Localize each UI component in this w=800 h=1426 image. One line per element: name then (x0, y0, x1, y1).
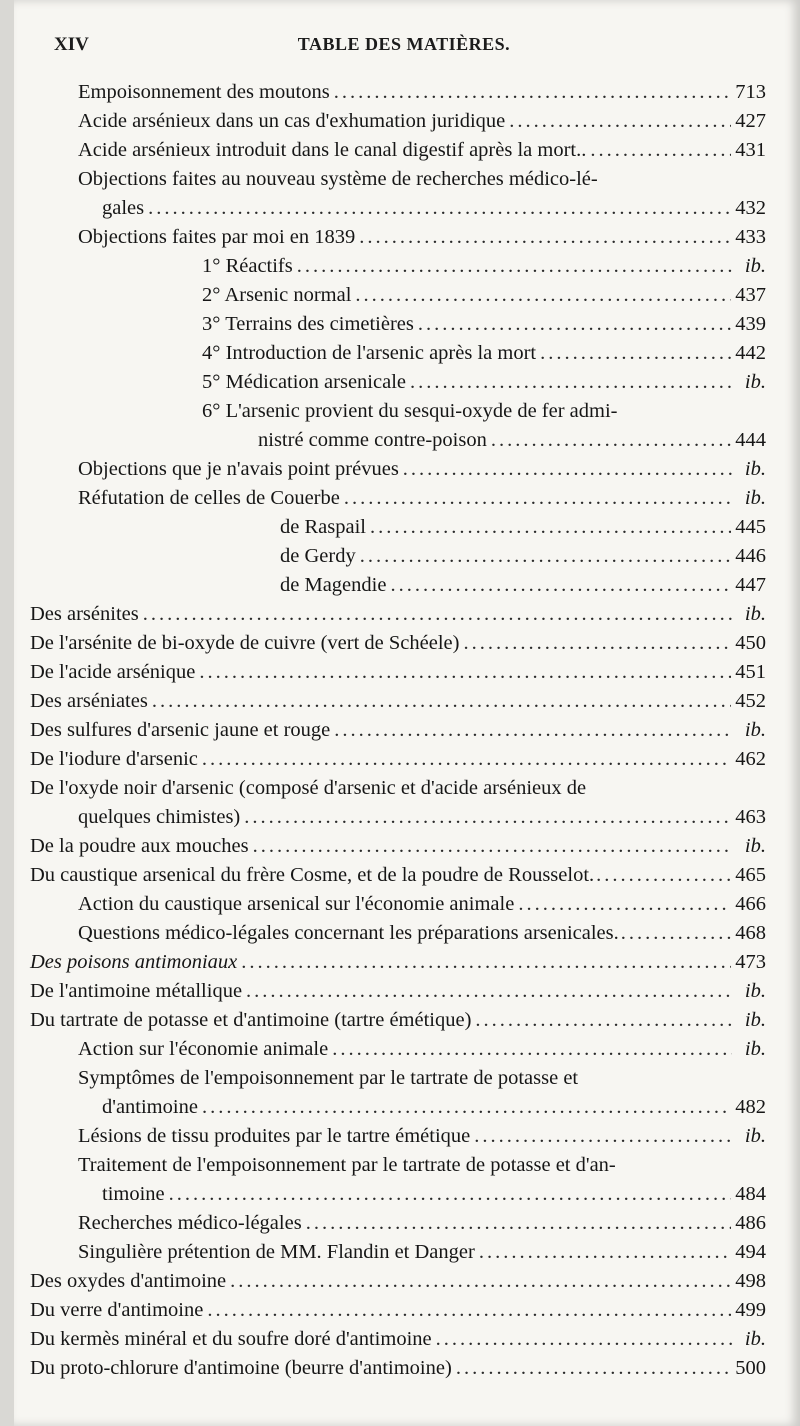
toc-entry-title: Des arséniates (30, 690, 148, 712)
toc-entry-title: De l'oxyde noir d'arsenic (composé d'arsenic et d'acide arsénieux de (30, 777, 587, 799)
toc-entry-page: 446 (735, 545, 766, 567)
toc-entry-page: ib. (744, 1125, 766, 1147)
toc-entry (54, 426, 766, 455)
toc-entry (54, 194, 766, 223)
toc-entry-title: Lésions de tissu produites par le tartre émétique (78, 1125, 471, 1147)
toc-entry-title: Du tartrate de potasse et d'antimoine (tartre émétique) (30, 1009, 472, 1031)
toc-entry-title: Des poisons antimoniaux (30, 951, 238, 973)
toc-entry (54, 252, 766, 281)
toc-entry (54, 165, 766, 194)
toc-entry (30, 629, 766, 658)
dot-leader (509, 107, 731, 136)
toc-entry (54, 803, 766, 832)
toc-entry (54, 281, 766, 310)
dot-leader (297, 252, 732, 281)
toc-entry-title: 2° Arsenic normal (202, 284, 352, 306)
toc-entry-page: 445 (735, 516, 766, 538)
dot-leader (241, 948, 731, 977)
toc-entry-page: 447 (735, 574, 766, 596)
dot-leader (590, 136, 731, 165)
toc-entry-title: Du proto-chlorure d'antimoine (beurre d'antimoine) (30, 1357, 452, 1379)
dot-leader (148, 194, 731, 223)
toc-entry-page: 473 (735, 951, 766, 973)
toc-entry (54, 571, 766, 600)
toc-entry-page: 484 (735, 1183, 766, 1205)
toc-entry-page: 494 (735, 1241, 766, 1263)
toc-entry (30, 600, 766, 629)
toc-entry-page: 452 (735, 690, 766, 712)
toc-entry (54, 513, 766, 542)
toc-entry (54, 484, 766, 513)
dot-leader (491, 426, 731, 455)
dot-leader (244, 803, 731, 832)
toc-entry (30, 1325, 766, 1354)
toc-entry (54, 223, 766, 252)
page-folio: XIV (54, 34, 89, 55)
toc-entry-title: Acide arsénieux dans un cas d'exhumation juridique (78, 110, 506, 132)
toc-entry-page: 427 (735, 110, 766, 132)
toc-entry-page: 463 (735, 806, 766, 828)
toc-entry-title: d'antimoine (102, 1096, 198, 1118)
toc-entry-title: 5° Médication arsenicale (202, 371, 406, 393)
toc-entry (54, 339, 766, 368)
toc-entry-page: ib. (744, 719, 766, 741)
dot-leader (230, 1267, 731, 1296)
toc-entry (54, 542, 766, 571)
dot-leader (253, 832, 732, 861)
toc-entry-page: 442 (735, 342, 766, 364)
toc-entry-title: Singulière prétention de MM. Flandin et Danger (78, 1241, 475, 1263)
dot-leader (475, 1006, 732, 1035)
toc-entry-title: De l'antimoine métallique (30, 980, 243, 1002)
toc-entry-page: ib. (744, 1038, 766, 1060)
dot-leader (359, 223, 731, 252)
toc-entry-title: Questions médico-légales concernant les préparations arsenicales. (78, 922, 619, 944)
dot-leader (403, 455, 732, 484)
toc-entry-title: Objections faites au nouveau système de recherches médico-lé- (78, 168, 598, 190)
toc-entry (30, 948, 766, 977)
toc-entry-title: gales (102, 197, 145, 219)
dot-leader (456, 1354, 731, 1383)
toc-entry-page: ib. (744, 458, 766, 480)
toc-entry-page: 437 (735, 284, 766, 306)
book-page (14, 0, 800, 1426)
toc-entry-title: de Gerdy (280, 545, 356, 567)
toc-entry-title: Des arsénites (30, 603, 139, 625)
toc-entry (54, 310, 766, 339)
toc-entry-title: 4° Introduction de l'arsenic après la mort (202, 342, 537, 364)
toc-entry-page: 466 (735, 893, 766, 915)
toc-entry-page: 439 (735, 313, 766, 335)
toc-entry-page: 468 (735, 922, 766, 944)
dot-leader (199, 658, 731, 687)
toc-entry-page: 444 (735, 429, 766, 451)
toc-entry-page: ib. (744, 603, 766, 625)
dot-leader (436, 1325, 732, 1354)
toc-entry-title: de Raspail (280, 516, 366, 538)
toc-entry-title: Des oxydes d'antimoine (30, 1270, 227, 1292)
toc-entry-title: De l'acide arsénique (30, 661, 196, 683)
toc-entry-page: 486 (735, 1212, 766, 1234)
dot-leader (360, 542, 732, 571)
toc-entry-page: 499 (735, 1299, 766, 1321)
dot-leader (410, 368, 732, 397)
toc-entry (54, 107, 766, 136)
toc-entry-title: Traitement de l'empoisonnement par le tartrate de potasse et d'an- (78, 1154, 616, 1176)
dot-leader (355, 281, 731, 310)
dot-leader (332, 1035, 732, 1064)
toc-entry-page: ib. (744, 1328, 766, 1350)
dot-leader (344, 484, 732, 513)
dot-leader (479, 1238, 731, 1267)
toc-entry-title: Du caustique arsenical du frère Cosme, et de la poudre de Rousselot. (30, 864, 595, 886)
toc-entry-title: de Magendie (280, 574, 387, 596)
toc-entry (54, 1035, 766, 1064)
toc-entry (30, 774, 766, 803)
toc-entry-page: ib. (744, 487, 766, 509)
toc-entry-page: ib. (744, 371, 766, 393)
toc-entry (30, 1006, 766, 1035)
toc-entry (30, 861, 766, 890)
toc-entry-page: 451 (735, 661, 766, 683)
toc-entry (54, 368, 766, 397)
toc-entry (54, 1064, 766, 1093)
dot-leader (540, 339, 731, 368)
dot-leader (418, 310, 731, 339)
toc-entry (54, 1151, 766, 1180)
dot-leader (463, 629, 731, 658)
toc-entry-page: 498 (735, 1270, 766, 1292)
toc-entry (30, 658, 766, 687)
toc-entry-title: Action sur l'économie animale (78, 1038, 329, 1060)
toc-entry (30, 1354, 766, 1383)
toc-entry-page: 432 (735, 197, 766, 219)
toc-entry (30, 1267, 766, 1296)
toc-entry (54, 136, 766, 165)
toc-entry-page: 433 (735, 226, 766, 248)
toc-entry-title: Symptômes de l'empoisonnement par le tartrate de potasse et (78, 1067, 579, 1089)
toc-entry (30, 1296, 766, 1325)
toc-entry-title: quelques chimistes) (78, 806, 241, 828)
toc-entry-title: Empoisonnement des moutons (78, 81, 330, 103)
dot-leader (596, 861, 733, 890)
toc-entry-title: 3° Terrains des cimetières (202, 313, 414, 335)
toc-entry (54, 890, 766, 919)
toc-entry-title: Recherches médico-légales (78, 1212, 302, 1234)
toc-entry-title: Acide arsénieux introduit dans le canal digestif après la mort.. (78, 139, 587, 161)
table-of-contents (30, 78, 766, 1383)
toc-entry (54, 1093, 766, 1122)
dot-leader (143, 600, 732, 629)
dot-leader (334, 716, 732, 745)
toc-entry-page: ib. (744, 1009, 766, 1031)
toc-entry-title: Réfutation de celles de Couerbe (78, 487, 340, 509)
toc-entry-title: Des sulfures d'arsenic jaune et rouge (30, 719, 331, 741)
toc-entry-title: 1° Réactifs (202, 255, 293, 277)
toc-entry-page: 465 (735, 864, 766, 886)
toc-entry (30, 745, 766, 774)
toc-entry-page: ib. (744, 835, 766, 857)
toc-entry-title: 6° L'arsenic provient du sesqui-oxyde de fer admi- (202, 400, 618, 422)
toc-entry (54, 1122, 766, 1151)
dot-leader (169, 1180, 732, 1209)
toc-entry-title: De l'iodure d'arsenic (30, 748, 198, 770)
toc-entry (54, 1238, 766, 1267)
toc-entry (30, 716, 766, 745)
toc-entry-page: 482 (735, 1096, 766, 1118)
toc-entry (30, 977, 766, 1006)
dot-leader (202, 1093, 731, 1122)
dot-leader (390, 571, 731, 600)
toc-entry-title: timoine (102, 1183, 165, 1205)
toc-entry-title: Du verre d'antimoine (30, 1299, 204, 1321)
toc-entry (30, 687, 766, 716)
dot-leader (152, 687, 731, 716)
toc-entry-page: ib. (744, 255, 766, 277)
toc-entry-title: nistré comme contre-poison (258, 429, 487, 451)
toc-entry (54, 455, 766, 484)
dot-leader (207, 1296, 731, 1325)
toc-entry-title: Objections que je n'avais point prévues (78, 458, 399, 480)
toc-entry-title: De la poudre aux mouches (30, 835, 249, 857)
toc-entry-page: 450 (735, 632, 766, 654)
toc-entry (30, 832, 766, 861)
dot-leader (474, 1122, 732, 1151)
toc-entry-page: ib. (744, 980, 766, 1002)
toc-entry (54, 919, 766, 948)
dot-leader (334, 78, 732, 107)
toc-entry (54, 1180, 766, 1209)
toc-entry-title: Objections faites par moi en 1839 (78, 226, 356, 248)
dot-leader (518, 890, 731, 919)
toc-entry-title: De l'arsénite de bi-oxyde de cuivre (vert de Schéele) (30, 632, 460, 654)
toc-entry (54, 397, 766, 426)
toc-entry-page: 713 (735, 81, 766, 103)
dot-leader (202, 745, 731, 774)
toc-entry-title: Du kermès minéral et du soufre doré d'antimoine (30, 1328, 432, 1350)
toc-entry-title: Action du caustique arsenical sur l'économie animale (78, 893, 515, 915)
page-header (54, 34, 754, 64)
toc-entry (54, 1209, 766, 1238)
dot-leader (246, 977, 732, 1006)
dot-leader (370, 513, 731, 542)
toc-entry-page: 431 (735, 139, 766, 161)
toc-entry (54, 78, 766, 107)
running-title: TABLE DES MATIÈRES. (297, 34, 511, 54)
toc-entry-page: 462 (735, 748, 766, 770)
dot-leader (621, 919, 733, 948)
dot-leader (306, 1209, 732, 1238)
toc-entry-page: 500 (735, 1357, 766, 1379)
